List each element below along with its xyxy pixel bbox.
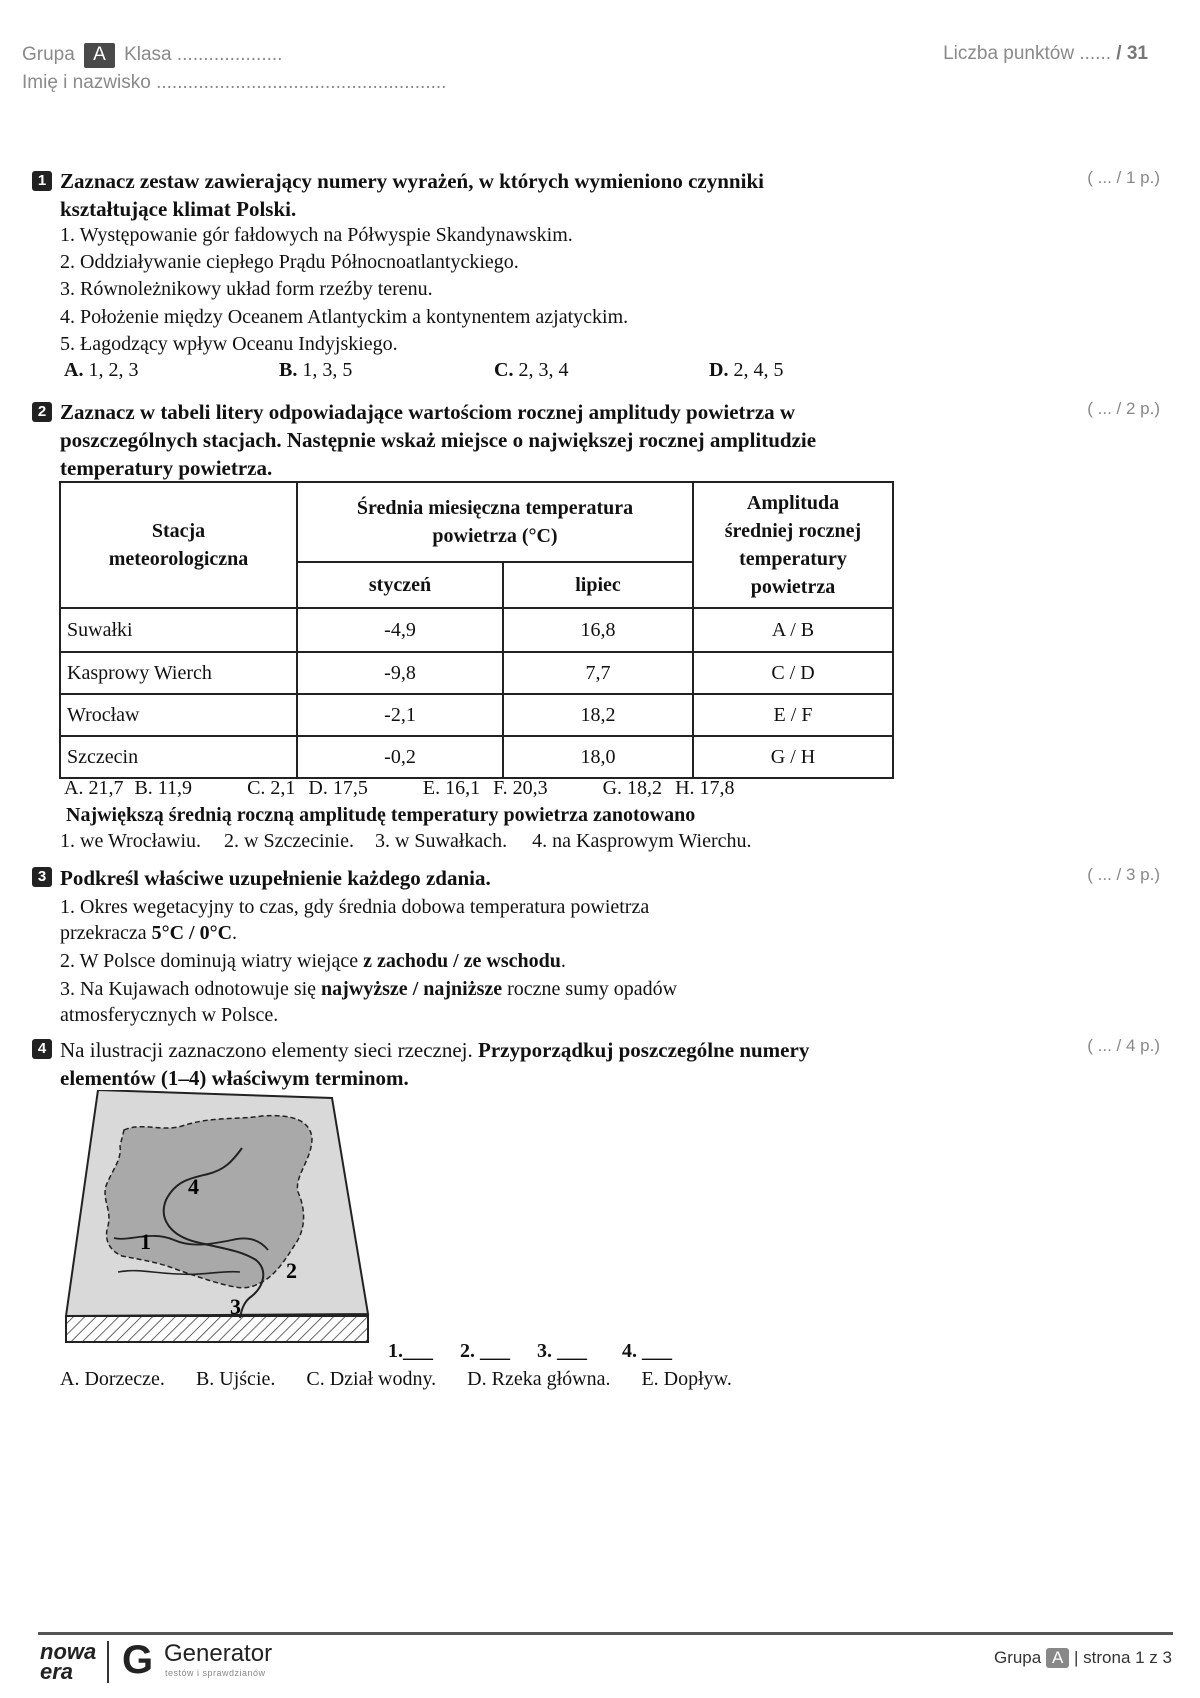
jan-cell: -9,8 [297, 652, 503, 694]
blank-1[interactable]: 1.___ [388, 1340, 433, 1362]
q1-title-2: kształtujące klimat Polski. [60, 197, 297, 221]
amplitude-answers [64, 775, 735, 802]
generator-g-icon: G [122, 1638, 154, 1682]
term-e: E. Dopływ. [641, 1368, 732, 1390]
question-points: ( ... / 3 p.) [1087, 865, 1160, 884]
q3-sentence-3a: 3. Na Kujawach odnotowuje się najwyższe / najniższe roczne sumy opadów [60, 978, 678, 1000]
term-d: D. Rzeka główna. [467, 1368, 611, 1390]
table-row [60, 694, 893, 736]
q2-subquestion: Największą średnią roczną amplitudę temperatury powietrza zanotowano [66, 804, 696, 826]
footer-group-badge: A [1046, 1648, 1069, 1668]
q1-item: 1. Występowanie gór fałdowych na Półwyspie Skandynawskim. [60, 224, 573, 246]
question-title [60, 398, 900, 482]
answer-c[interactable]: C. 2,1 [247, 777, 296, 799]
q4-blanks [388, 1338, 672, 1365]
question-points: ( ... / 1 p.) [1087, 168, 1160, 187]
terrain-base [66, 1316, 368, 1342]
q1-item: 4. Położenie między Oceanem Atlantyckim a kontynentem azjatyckim. [60, 306, 629, 328]
points-label: Liczba punktów ...... [943, 43, 1117, 64]
amplitude-choice[interactable]: C / D [693, 652, 893, 694]
q3-sentence-1a: 1. Okres wegetacyjny to czas, gdy średnia dobowa temperatura powietrza [60, 896, 650, 918]
blank-4[interactable]: 4. ___ [622, 1340, 672, 1362]
jul-cell: 7,7 [503, 652, 693, 694]
suboption-3[interactable]: 3. w Suwałkach. [374, 830, 508, 852]
table-row [60, 652, 893, 694]
question-points: ( ... / 4 p.) [1087, 1036, 1160, 1055]
q1-title-1: Zaznacz zestaw zawierający numery wyrażeń, w których wymieniono czynniki [60, 169, 764, 193]
answer-d[interactable]: D. 17,5 [308, 777, 368, 799]
group-badge: A [84, 43, 115, 68]
q1-option-b[interactable]: B. 1, 3, 5 [279, 359, 353, 381]
answer-f[interactable]: F. 20,3 [493, 777, 548, 799]
group-class-line [22, 43, 282, 68]
choice-wind[interactable]: z zachodu / ze wschodu [363, 950, 561, 972]
temperature-table [59, 481, 894, 779]
label-2: 2 [286, 1258, 297, 1283]
question-number: 4 [32, 1039, 52, 1059]
answer-a[interactable]: A. 21,7 [64, 777, 124, 799]
blank-2[interactable]: 2. ___ [460, 1340, 510, 1362]
answer-g[interactable]: G. 18,2 [602, 777, 663, 799]
river-network-diagram [62, 1090, 374, 1356]
q2-title-3: temperatury powietrza. [60, 456, 273, 480]
question-points: ( ... / 2 p.) [1087, 399, 1160, 418]
header-amplitude: Amplituda średniej rocznej temperatury powietrza [693, 482, 893, 608]
suboption-1[interactable]: 1. we Wrocławiu. [60, 830, 202, 852]
suboption-4[interactable]: 4. na Kasprowym Wierchu. [532, 830, 752, 852]
q3-sentence-1b: przekracza 5°C / 0°C. [60, 922, 238, 944]
choice-precipitation[interactable]: najwyższe / najniższe [321, 978, 503, 1000]
q2-title-1: Zaznacz w tabeli litery odpowiadające wartościom rocznej amplitudy powietrza w [60, 400, 796, 424]
question-title: Podkreśl właściwe uzupełnienie każdego zdania. [60, 866, 491, 890]
generator-logo-sub: testów i sprawdzianów [165, 1668, 266, 1678]
choice-temperature[interactable]: 5°C / 0°C [151, 922, 233, 944]
header-january: styczeń [297, 562, 503, 608]
jul-cell: 18,0 [503, 736, 693, 778]
points-total: / 31 [1116, 43, 1148, 64]
question-number: 1 [32, 171, 52, 191]
question-title [60, 167, 900, 223]
q1-item: 2. Oddziaływanie ciepłego Prądu Północnoatlantyckiego. [60, 251, 519, 273]
term-c: C. Dział wodny. [306, 1368, 437, 1390]
station-cell: Suwałki [60, 608, 297, 652]
answer-e[interactable]: E. 16,1 [422, 777, 481, 799]
header-july: lipiec [503, 562, 693, 608]
station-cell: Szczecin [60, 736, 297, 778]
answer-b[interactable]: B. 11,9 [134, 777, 193, 799]
jan-cell: -2,1 [297, 694, 503, 736]
term-b: B. Ujście. [195, 1368, 276, 1390]
page-number: | strona 1 z 3 [1069, 1648, 1172, 1667]
q2-suboptions [60, 828, 752, 855]
class-field[interactable]: Klasa .................... [124, 44, 283, 65]
q1-item: 3. Równoleżnikowy układ form rzeźby terenu. [60, 278, 433, 300]
station-cell: Kasprowy Wierch [60, 652, 297, 694]
group-label: Grupa [22, 44, 75, 65]
jul-cell: 16,8 [503, 608, 693, 652]
amplitude-choice[interactable]: G / H [693, 736, 893, 778]
q3-sentence-3b: atmosferycznych w Polsce. [60, 1004, 279, 1026]
q1-option-c[interactable]: C. 2, 3, 4 [494, 359, 569, 381]
total-points [943, 43, 1148, 65]
question-number: 2 [32, 402, 52, 422]
q1-item: 5. Łagodzący wpływ Oceanu Indyjskiego. [60, 333, 398, 355]
logo-separator [107, 1641, 109, 1683]
q1-option-d[interactable]: D. 2, 4, 5 [709, 359, 784, 381]
generator-logo-text: Generator [164, 1640, 273, 1667]
jan-cell: -4,9 [297, 608, 503, 652]
suboption-2[interactable]: 2. w Szczecinie. [224, 830, 354, 852]
name-field[interactable]: Imię i nazwisko ....................................................... [22, 72, 447, 93]
question-number: 3 [32, 867, 52, 887]
blank-3[interactable]: 3. ___ [537, 1340, 587, 1362]
jul-cell: 18,2 [503, 694, 693, 736]
q3-sentence-2: 2. W Polsce dominują wiatry wiejące z zachodu / ze wschodu. [60, 950, 566, 972]
amplitude-choice[interactable]: A / B [693, 608, 893, 652]
header-station: Stacja meteorologiczna [60, 482, 297, 608]
table-row [60, 736, 893, 778]
jan-cell: -0,2 [297, 736, 503, 778]
nowa-era-logo: nowa era [40, 1639, 97, 1684]
table-row [60, 608, 893, 652]
label-3: 3 [230, 1294, 241, 1319]
amplitude-choice[interactable]: E / F [693, 694, 893, 736]
question-title: Na ilustracji zaznaczono elementy sieci rzecznej. Przyporządkuj poszczególne numery elementów (1–4) właściwym terminom. [60, 1038, 810, 1090]
label-4: 4 [188, 1174, 199, 1199]
q1-option-a[interactable]: A. 1, 2, 3 [64, 359, 139, 381]
q4-terms [60, 1366, 732, 1393]
page-footer: Grupa A | strona 1 z 3 [993, 1648, 1172, 1667]
term-a: A. Dorzecze. [60, 1368, 165, 1390]
header-avg-temp: Średnia miesięczna temperatura powietrza (°C) [297, 482, 693, 562]
footer-divider [38, 1632, 1173, 1635]
q2-title-2: poszczególnych stacjach. Następnie wskaż miejsce o największej rocznej amplitudzie [60, 428, 817, 452]
answer-h[interactable]: H. 17,8 [675, 777, 735, 799]
label-1: 1 [140, 1229, 151, 1254]
station-cell: Wrocław [60, 694, 297, 736]
